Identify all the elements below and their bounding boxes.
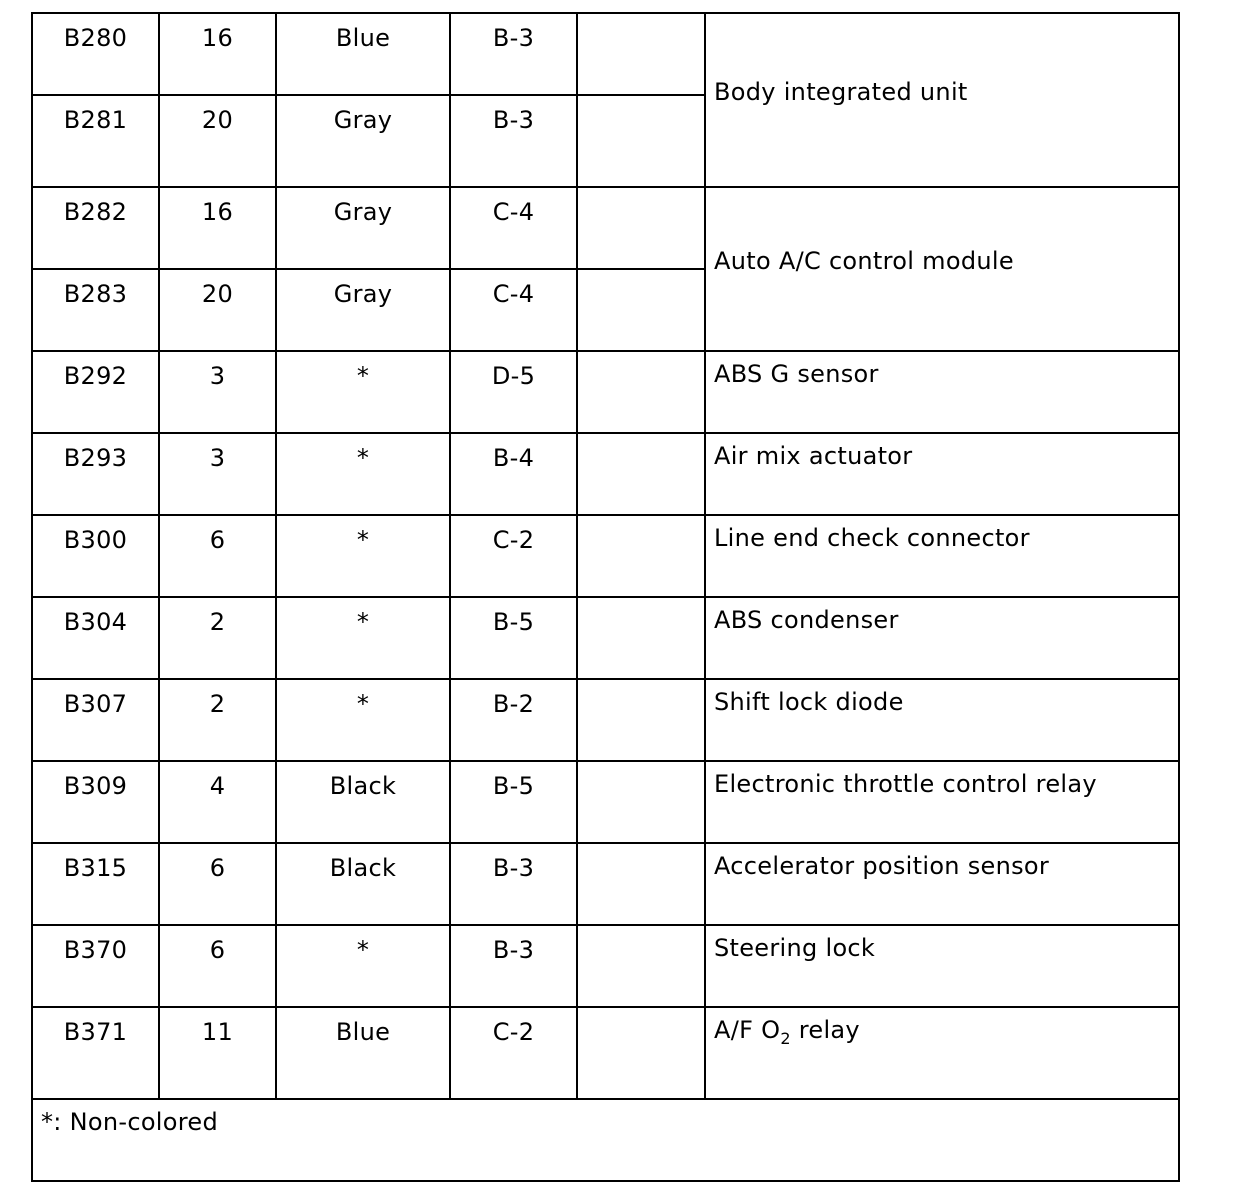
pin-count: 2	[159, 679, 276, 761]
table-row	[32, 843, 1179, 925]
connector-color: *	[276, 679, 450, 761]
pin-count: 2	[159, 597, 276, 679]
grid-location: B-3	[450, 843, 577, 925]
connector-id: B309	[32, 761, 159, 843]
component-description	[705, 1007, 1179, 1099]
connector-id: B315	[32, 843, 159, 925]
table-row	[32, 925, 1179, 1007]
connector-color: Gray	[276, 95, 450, 187]
blank-cell	[577, 843, 705, 925]
connector-color: *	[276, 597, 450, 679]
grid-location: B-4	[450, 433, 577, 515]
table-row	[32, 597, 1179, 679]
component-description: Body integrated unit	[705, 13, 1179, 187]
connector-id: B371	[32, 1007, 159, 1099]
connector-color: Gray	[276, 269, 450, 351]
footnote-row	[32, 1099, 1179, 1181]
component-description: Air mix actuator	[705, 433, 1179, 515]
table-row	[32, 1007, 1179, 1099]
blank-cell	[577, 1007, 705, 1099]
pin-count: 16	[159, 13, 276, 95]
connector-color: Blue	[276, 1007, 450, 1099]
description-suffix: relay	[790, 1016, 860, 1044]
pin-count: 20	[159, 269, 276, 351]
connector-color: Gray	[276, 187, 450, 269]
connector-id: B307	[32, 679, 159, 761]
component-description: Accelerator position sensor	[705, 843, 1179, 925]
component-description: ABS G sensor	[705, 351, 1179, 433]
pin-count: 6	[159, 515, 276, 597]
component-description: Line end check connector	[705, 515, 1179, 597]
connector-table	[31, 12, 1180, 1182]
blank-cell	[577, 13, 705, 95]
blank-cell	[577, 95, 705, 187]
table-row	[32, 679, 1179, 761]
pin-count: 20	[159, 95, 276, 187]
component-description: Auto A/C control module	[705, 187, 1179, 351]
connector-color: *	[276, 515, 450, 597]
grid-location: B-3	[450, 925, 577, 1007]
grid-location: B-3	[450, 13, 577, 95]
connector-id: B283	[32, 269, 159, 351]
blank-cell	[577, 597, 705, 679]
footnote: *: Non-colored	[32, 1099, 1179, 1181]
connector-id: B300	[32, 515, 159, 597]
blank-cell	[577, 925, 705, 1007]
connector-id: B280	[32, 13, 159, 95]
table-row	[32, 187, 1179, 269]
connector-color: Black	[276, 843, 450, 925]
grid-location: C-2	[450, 1007, 577, 1099]
grid-location: D-5	[450, 351, 577, 433]
blank-cell	[577, 679, 705, 761]
blank-cell	[577, 761, 705, 843]
table-row	[32, 351, 1179, 433]
connector-id: B293	[32, 433, 159, 515]
description-subscript: 2	[780, 1029, 791, 1048]
connector-id: B304	[32, 597, 159, 679]
connector-color: Blue	[276, 13, 450, 95]
grid-location: C-4	[450, 269, 577, 351]
blank-cell	[577, 187, 705, 269]
table-row	[32, 515, 1179, 597]
pin-count: 16	[159, 187, 276, 269]
connector-id: B282	[32, 187, 159, 269]
connector-id: B292	[32, 351, 159, 433]
pin-count: 3	[159, 351, 276, 433]
blank-cell	[577, 515, 705, 597]
grid-location: B-3	[450, 95, 577, 187]
pin-count: 6	[159, 925, 276, 1007]
table-row	[32, 433, 1179, 515]
connector-color: *	[276, 351, 450, 433]
component-description: Electronic throttle control relay	[705, 761, 1179, 843]
pin-count: 3	[159, 433, 276, 515]
component-description: ABS condenser	[705, 597, 1179, 679]
description-prefix: A/F O	[714, 1016, 781, 1044]
blank-cell	[577, 351, 705, 433]
blank-cell	[577, 269, 705, 351]
table-row	[32, 761, 1179, 843]
connector-id: B281	[32, 95, 159, 187]
grid-location: C-2	[450, 515, 577, 597]
connector-color: *	[276, 433, 450, 515]
pin-count: 4	[159, 761, 276, 843]
grid-location: B-5	[450, 761, 577, 843]
blank-cell	[577, 433, 705, 515]
pin-count: 11	[159, 1007, 276, 1099]
connector-id: B370	[32, 925, 159, 1007]
grid-location: B-5	[450, 597, 577, 679]
table-row	[32, 13, 1179, 95]
connector-color: *	[276, 925, 450, 1007]
component-description: Steering lock	[705, 925, 1179, 1007]
component-description: Shift lock diode	[705, 679, 1179, 761]
grid-location: C-4	[450, 187, 577, 269]
pin-count: 6	[159, 843, 276, 925]
connector-color: Black	[276, 761, 450, 843]
grid-location: B-2	[450, 679, 577, 761]
